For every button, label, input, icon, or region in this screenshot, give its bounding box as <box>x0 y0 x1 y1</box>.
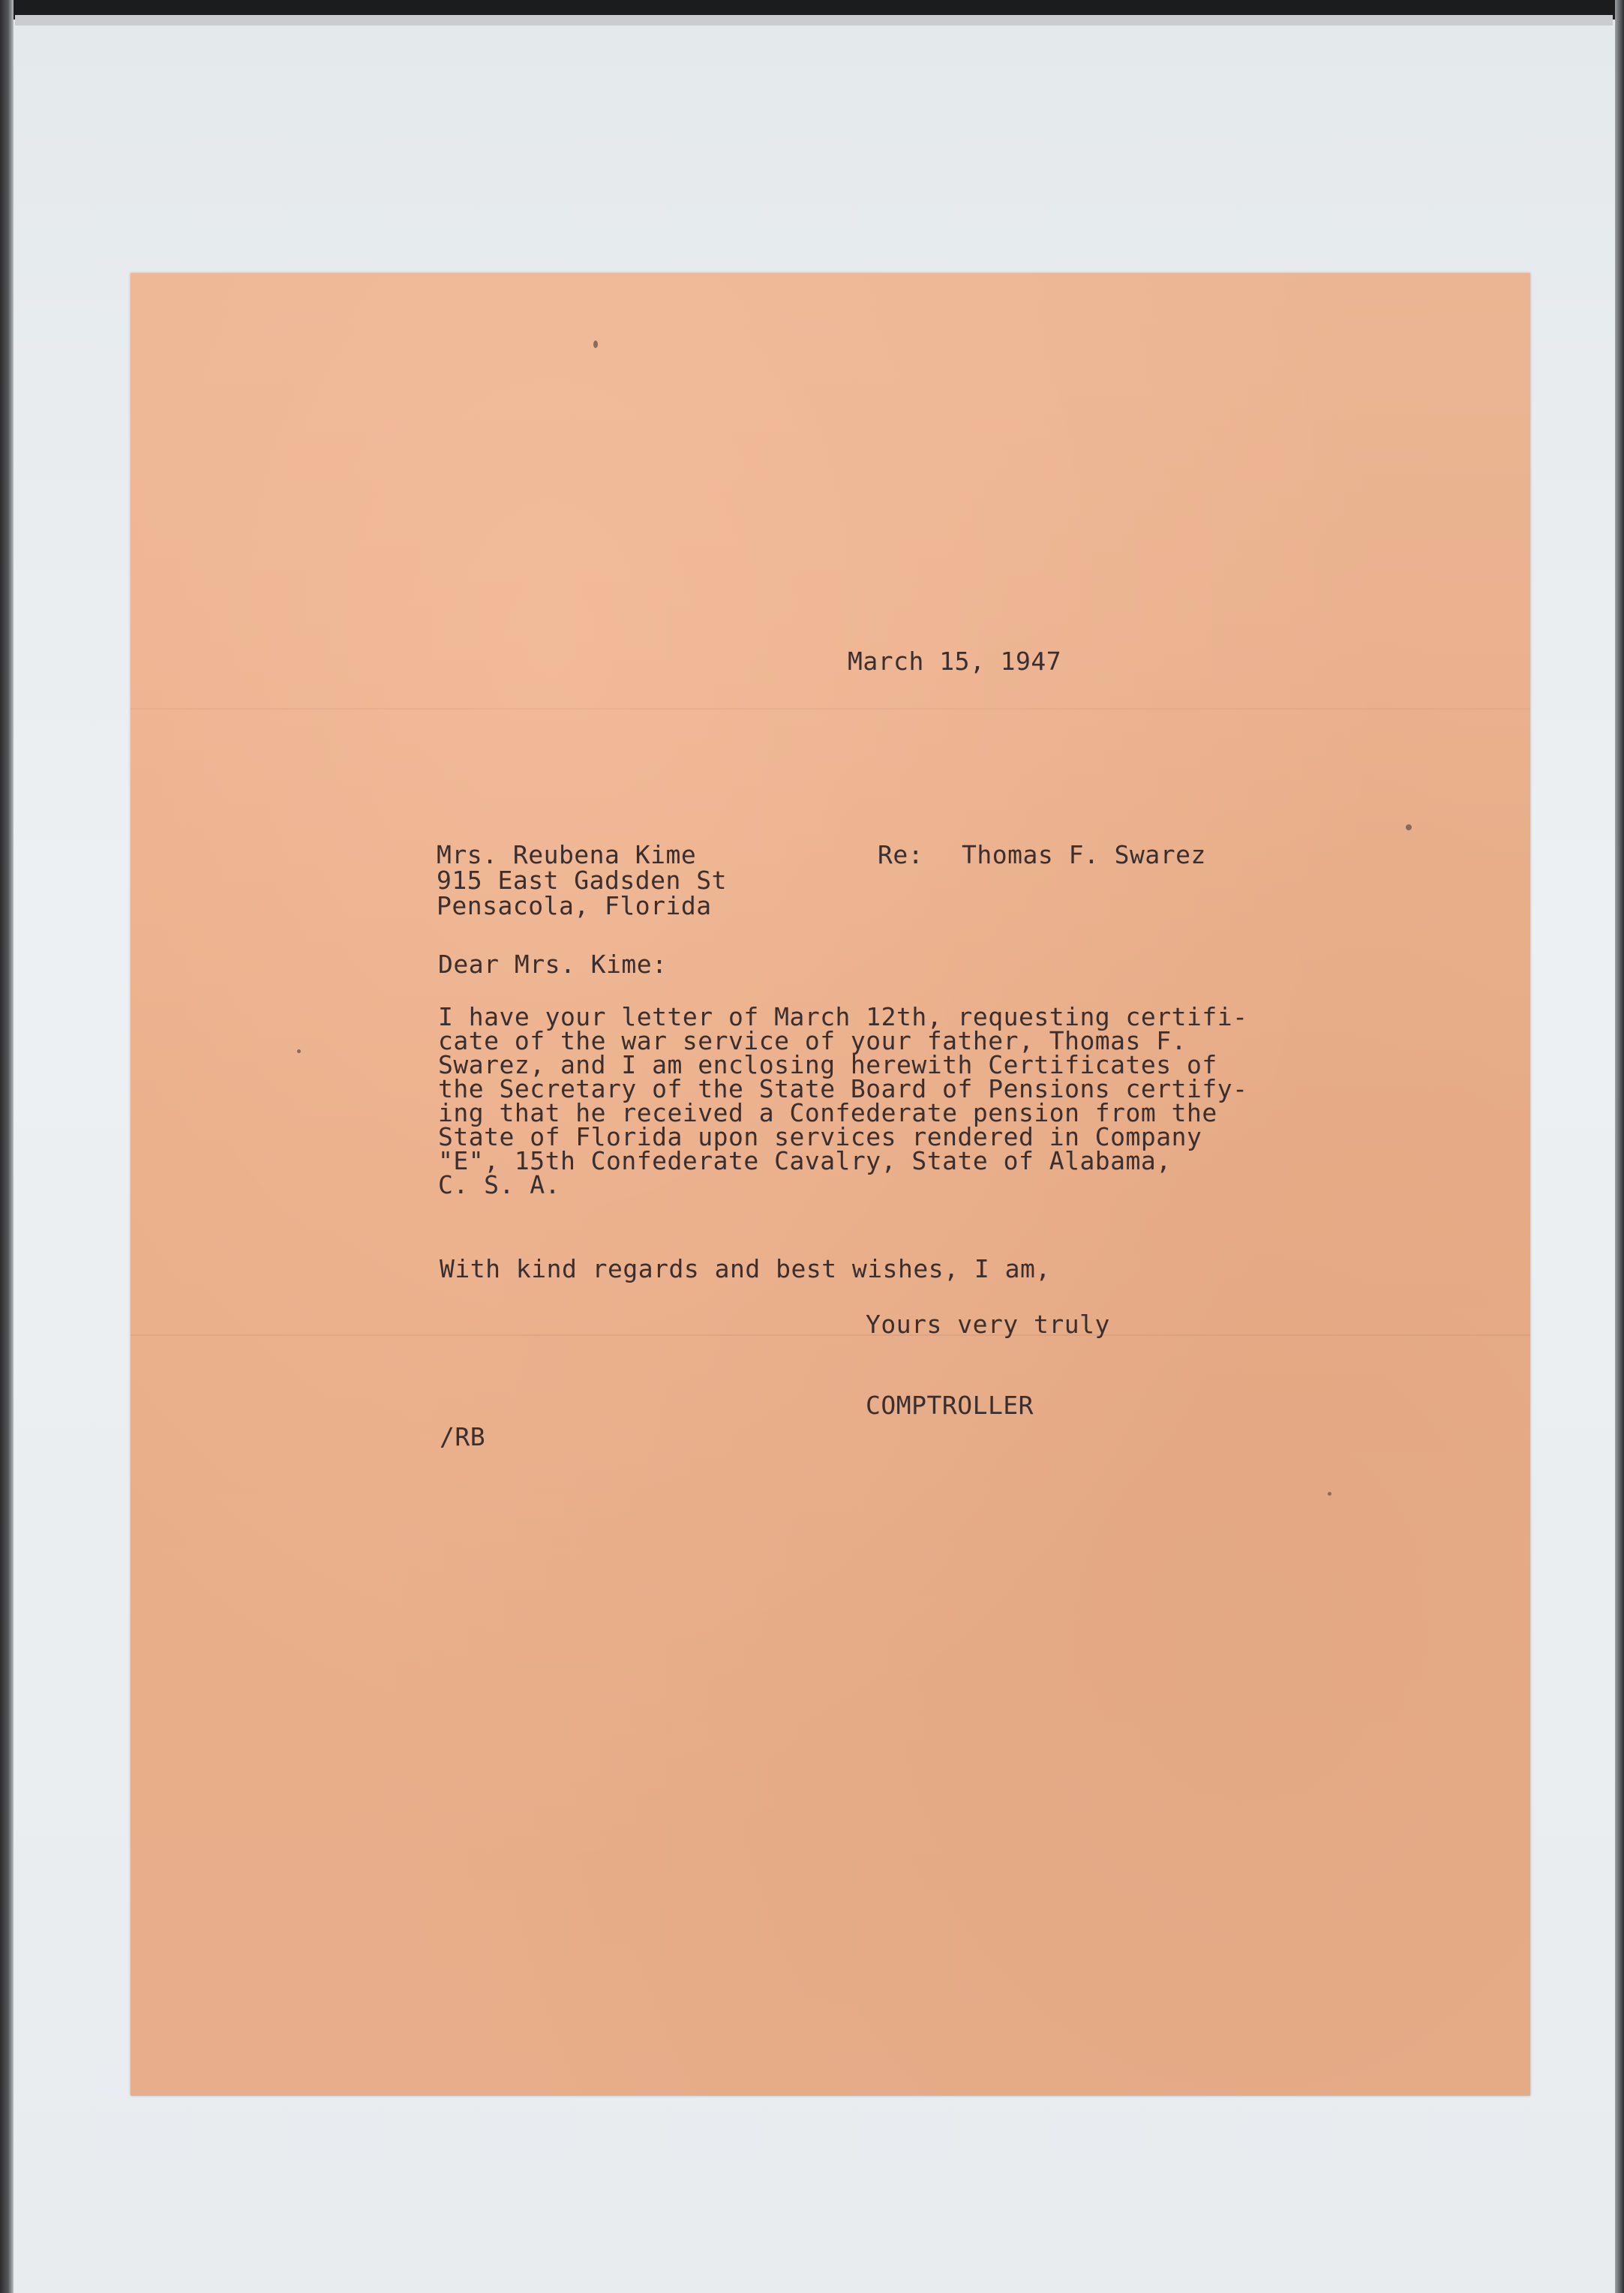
scanner-top-strip <box>15 15 1613 26</box>
reference-subject: Thomas F. Swarez <box>962 840 1206 869</box>
paper-speck <box>1328 1492 1331 1496</box>
paper-speck <box>297 1049 301 1053</box>
recipient-street: 915 East Gadsden St <box>437 866 727 895</box>
letter-date: March 15, 1947 <box>848 647 1062 676</box>
scanner-left-edge <box>0 0 14 2293</box>
closing-line: With kind regards and best wishes, I am, <box>440 1254 1051 1283</box>
recipient-name: Mrs. Reubena Kime <box>437 840 697 869</box>
recipient-city: Pensacola, Florida <box>437 891 712 920</box>
body-line: the Secretary of the State Board of Pensions certify- <box>438 1074 1248 1103</box>
salutation: Dear Mrs. Kime: <box>438 950 668 979</box>
body-line: State of Florida upon services rendered in Company <box>438 1122 1202 1151</box>
body-line: ing that he received a Confederate pension from the <box>438 1098 1217 1127</box>
reference-label: Re: <box>878 840 924 869</box>
signature-title: COMPTROLLER <box>866 1391 1034 1420</box>
body-line: Swarez, and I am enclosing herewith Certificates of <box>438 1050 1217 1079</box>
paper-speck <box>593 341 598 348</box>
paper-fold-line <box>131 1334 1530 1336</box>
body-line: I have your letter of March 12th, requesting certifi- <box>438 1002 1248 1031</box>
complimentary-close: Yours very truly <box>866 1310 1110 1339</box>
scanner-right-edge <box>1615 0 1624 2293</box>
body-line: C. S. A. <box>438 1170 560 1199</box>
paper-speck <box>1406 824 1412 830</box>
body-line: cate of the war service of your father, Thomas F. <box>438 1026 1187 1055</box>
paper-fold-line <box>131 708 1530 710</box>
body-line: "E", 15th Confederate Cavalry, State of Alabama, <box>438 1146 1172 1175</box>
typist-initials: /RB <box>440 1422 486 1451</box>
letter-paper <box>131 273 1530 2096</box>
